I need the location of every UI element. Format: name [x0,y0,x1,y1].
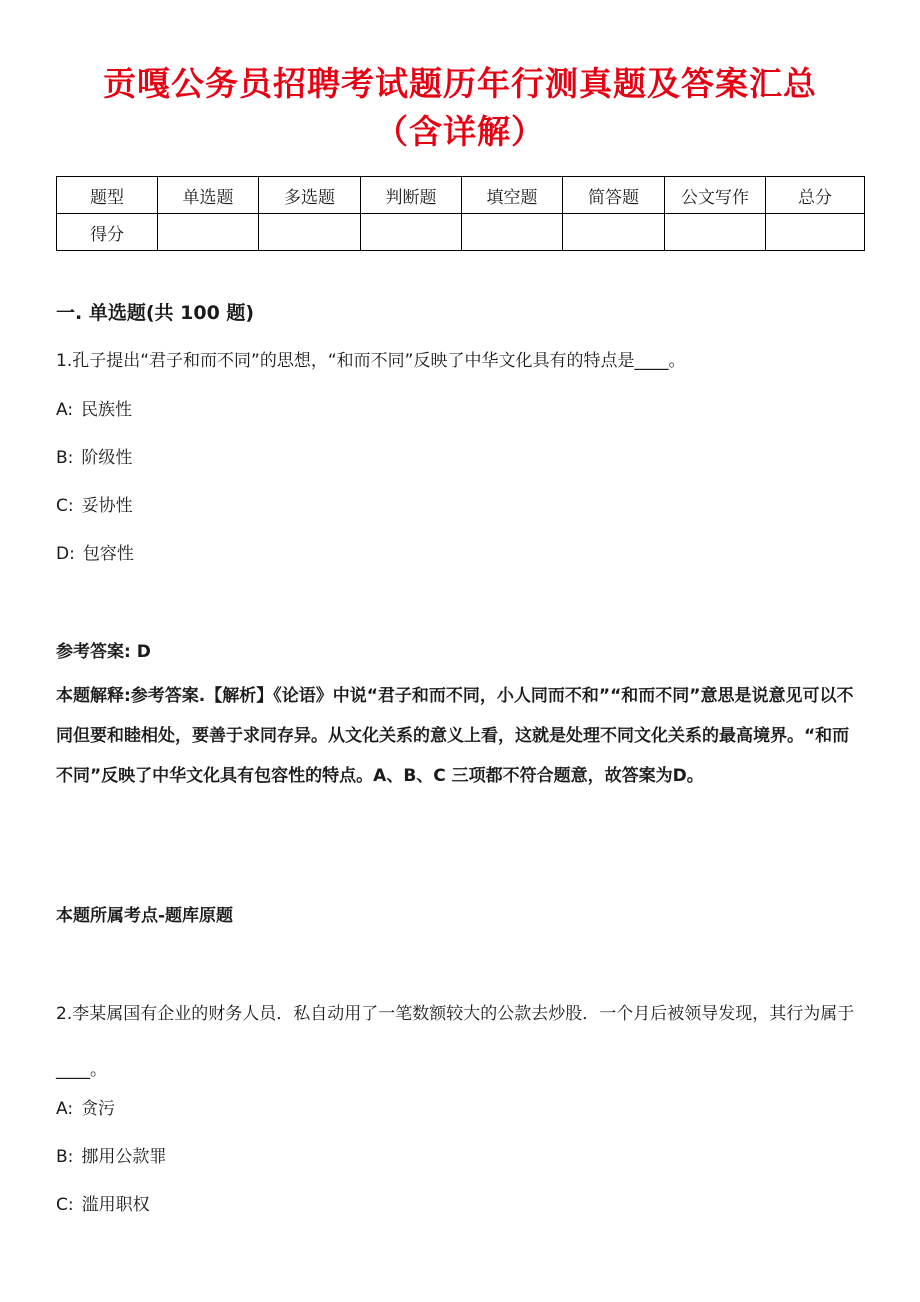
option-text: 妥协性 [81,496,133,516]
option-text: 贪污 [81,1099,116,1119]
question-1-option-a [56,395,132,420]
question-2-option-c [56,1190,150,1215]
table-cell [259,214,361,251]
option-letter: D: [56,544,75,564]
table-cell [158,214,259,251]
option-text: 阶级性 [81,448,133,468]
table-header-cell: 简答题 [563,177,665,214]
table-cell [665,214,766,251]
score-table-score-row [57,214,865,251]
table-header-cell: 填空题 [462,177,563,214]
option-text: 挪用公款罪 [81,1147,167,1167]
question-2-option-b [56,1142,166,1167]
question-1-explanation: 本题解释:参考答案.【解析】《论语》中说“君子和而不同，小人同而不和”“和而不同”意思是说意见可以不同但要和睦相处，要善于求同存异。从文化关系的意义上看，这就是处理不同文化关系的最高境界。“和而不同”反映了中华文化具有包容性的特点。A、B、C 三项都不符合题意，故答案为D。 [56,686,854,786]
table-cell [462,214,563,251]
option-letter: A: [56,400,74,420]
question-1-option-b [56,443,132,468]
question-1-option-c [56,491,133,516]
option-letter: A: [56,1099,74,1119]
option-letter: C: [56,496,74,516]
question-2-option-a [56,1094,115,1119]
section-title: 一. 单选题(共 100 题) [56,302,255,324]
document-title: 贡嘎公务员招聘考试题历年行测真题及答案汇总 [103,64,817,103]
option-letter: B: [56,448,74,468]
option-letter: B: [56,1147,74,1167]
question-1-answer: 参考答案: D [56,642,151,662]
document-title-subtitle: （含详解） [375,112,545,151]
option-text: 包容性 [82,544,134,564]
table-cell [361,214,462,251]
table-header-cell: 多选题 [259,177,361,214]
table-header-cell: 公文写作 [665,177,766,214]
table-header-cell: 判断题 [361,177,462,214]
score-table-header-row [57,177,865,214]
table-cell [766,214,865,251]
option-text: 滥用职权 [81,1195,150,1215]
table-row-label: 得分 [57,214,158,251]
table-header-cell: 总分 [766,177,865,214]
question-1-option-d [56,539,134,564]
table-header-cell: 单选题 [158,177,259,214]
option-letter: C: [56,1195,74,1215]
score-table [56,176,865,251]
table-cell [563,214,665,251]
table-header-cell: 题型 [57,177,158,214]
question-1-topic: 本题所属考点-题库原题 [56,906,234,926]
option-text: 民族性 [81,400,133,420]
question-1-text: 1.孔子提出“君子和而不同”的思想，“和而不同”反映了中华文化具有的特点是____。 [56,351,686,371]
question-2-text: 2.李某属国有企业的财务人员．私自动用了一笔数额较大的公款去炒股．一个月后被领导发现，其行为属于____。 [56,1004,855,1080]
